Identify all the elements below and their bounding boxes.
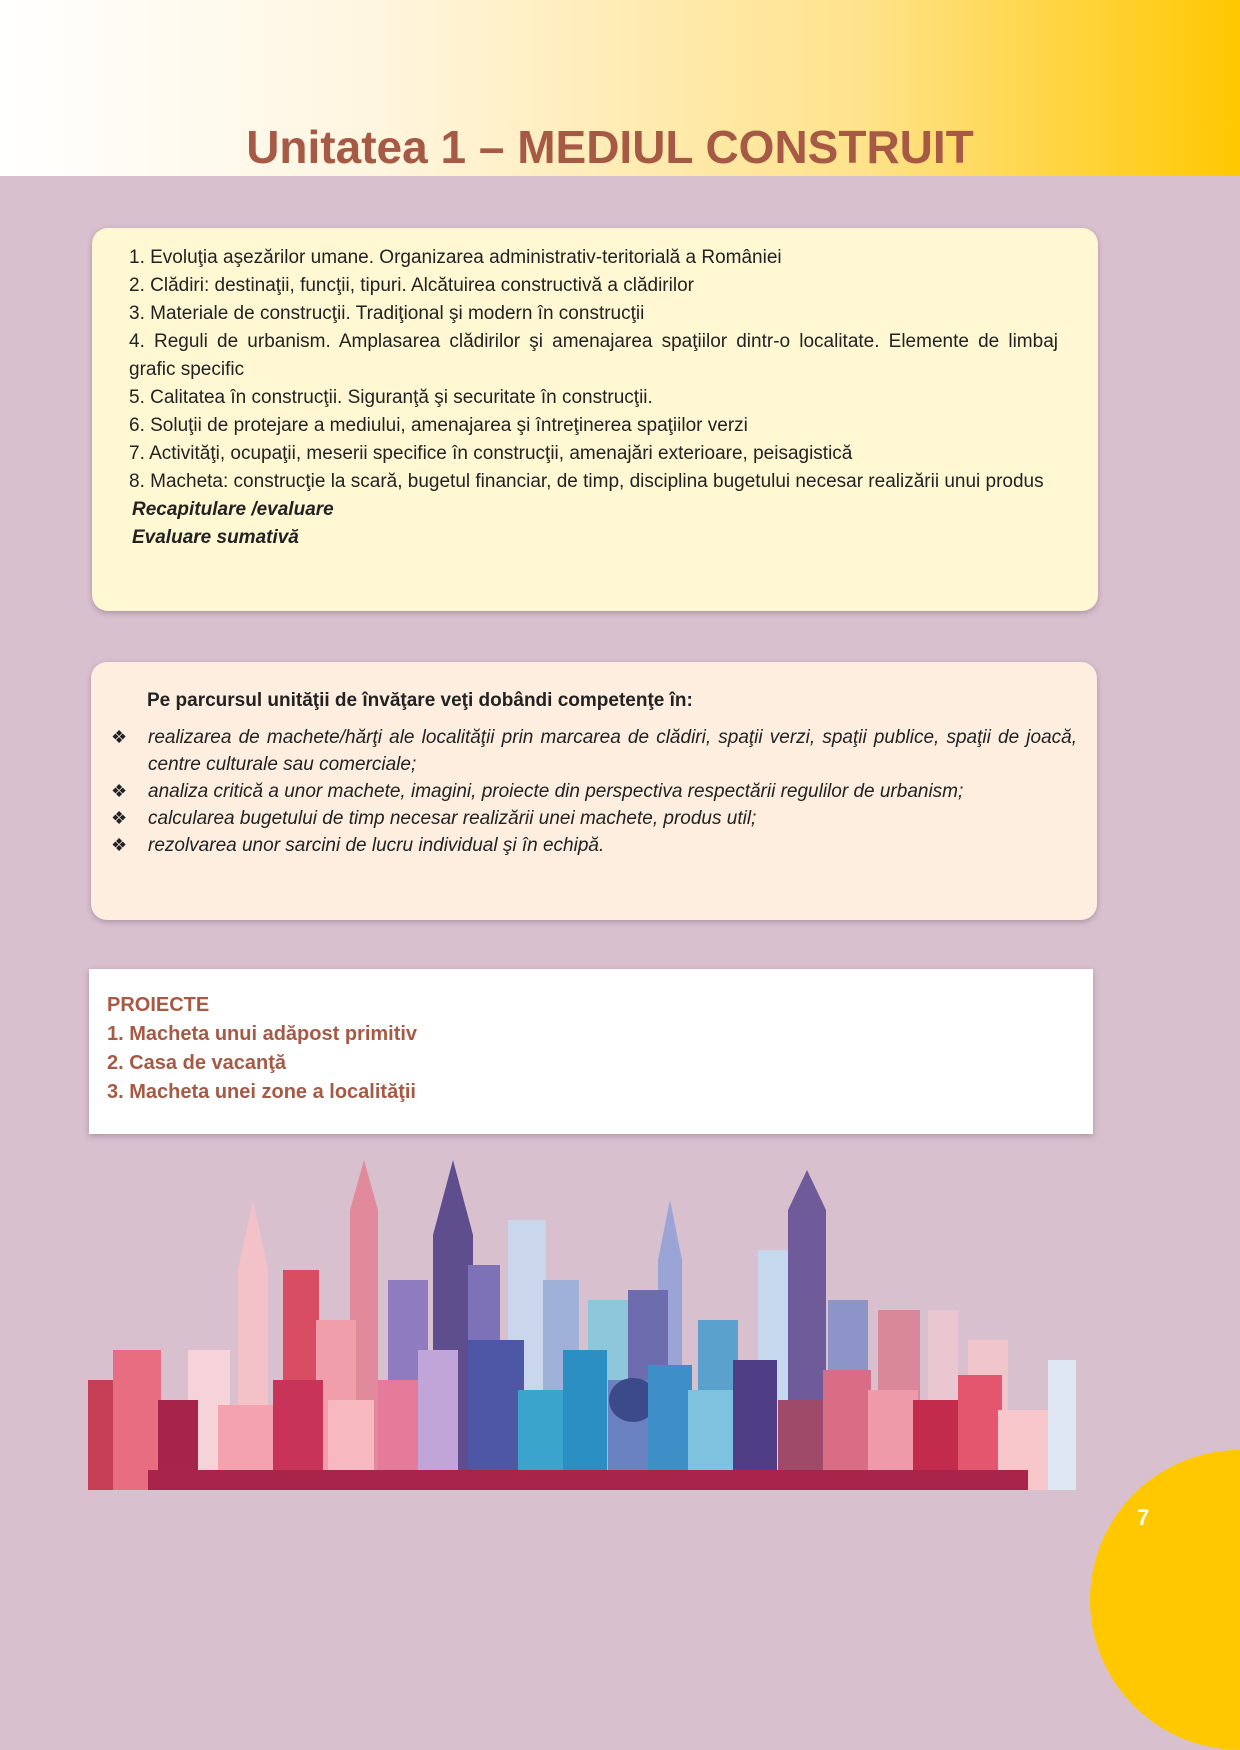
content-item: 4. Reguli de urbanism. Amplasarea clădirilor şi amenajarea spaţiilor dintr-o localitate. Elemente de limbaj grafic specific — [129, 331, 1058, 380]
content-item: 1. Evoluţia aşezărilor umane. Organizarea administrativ-teritorială a României — [129, 247, 782, 268]
project-item: 1. Macheta unui adăpost primitiv — [107, 1023, 418, 1045]
content-item: 8. Macheta: construcţie la scară, bugetul financiar, de timp, disciplina bugetului necesar realizării unui produs — [129, 471, 1044, 492]
projects-box — [89, 969, 1093, 1134]
competence-item — [111, 724, 1077, 778]
competence-item — [111, 805, 1077, 832]
city-skyline-illustration — [88, 1150, 1098, 1490]
content-item: 6. Soluţii de protejare a mediului, amenajarea şi întreţinerea spaţiilor verzi — [129, 415, 748, 436]
competences-intro: Pe parcursul unităţii de învăţare veţi dobândi competenţe în: — [147, 690, 693, 711]
competence-text: realizarea de machete/hărţi ale localităţii prin marcarea de clădiri, spaţii verzi, spaţii publice, spaţii de joacă, centre culturale sau comerciale; — [148, 727, 1077, 775]
unit-contents-box — [92, 228, 1098, 611]
diamond-bullet-icon: ❖ — [111, 727, 128, 747]
projects-heading: PROIECTE — [107, 994, 210, 1016]
diamond-bullet-icon: ❖ — [111, 808, 128, 828]
page-number-badge — [1090, 1450, 1240, 1750]
diamond-bullet-icon: ❖ — [111, 835, 128, 855]
content-item: 5. Calitatea în construcţii. Siguranţă şi securitate în construcţii. — [129, 387, 653, 408]
diamond-bullet-icon: ❖ — [111, 781, 128, 801]
content-item: 2. Clădiri: destinaţii, funcţii, tipuri. Alcătuirea constructivă a clădirilor — [129, 275, 694, 296]
competence-text: rezolvarea unor sarcini de lucru individual şi în echipă. — [148, 835, 605, 856]
competence-item — [111, 832, 1077, 859]
page-number: 7 — [1137, 1505, 1150, 1530]
content-item: 7. Activităţi, ocupaţii, meserii specifice în construcţii, amenajări exterioare, peisagistică — [129, 443, 853, 464]
page-title: Unitatea 1 – MEDIUL CONSTRUIT — [246, 121, 974, 173]
content-item: 3. Materiale de construcţii. Tradiţional şi modern în construcţii — [129, 303, 645, 324]
competence-text: calcularea bugetului de timp necesar realizării unei machete, produs util; — [148, 808, 757, 829]
competence-text: analiza critică a unor machete, imagini, proiecte din perspectiva respectării regulilor de urbanism; — [148, 781, 964, 802]
project-item: 2. Casa de vacanţă — [107, 1052, 286, 1074]
competences-box — [91, 662, 1097, 920]
summative-label: Evaluare sumativă — [132, 527, 299, 548]
review-label: Recapitulare /evaluare — [132, 499, 334, 520]
project-item: 3. Macheta unei zone a localităţii — [107, 1081, 416, 1103]
competence-item — [111, 778, 1077, 805]
